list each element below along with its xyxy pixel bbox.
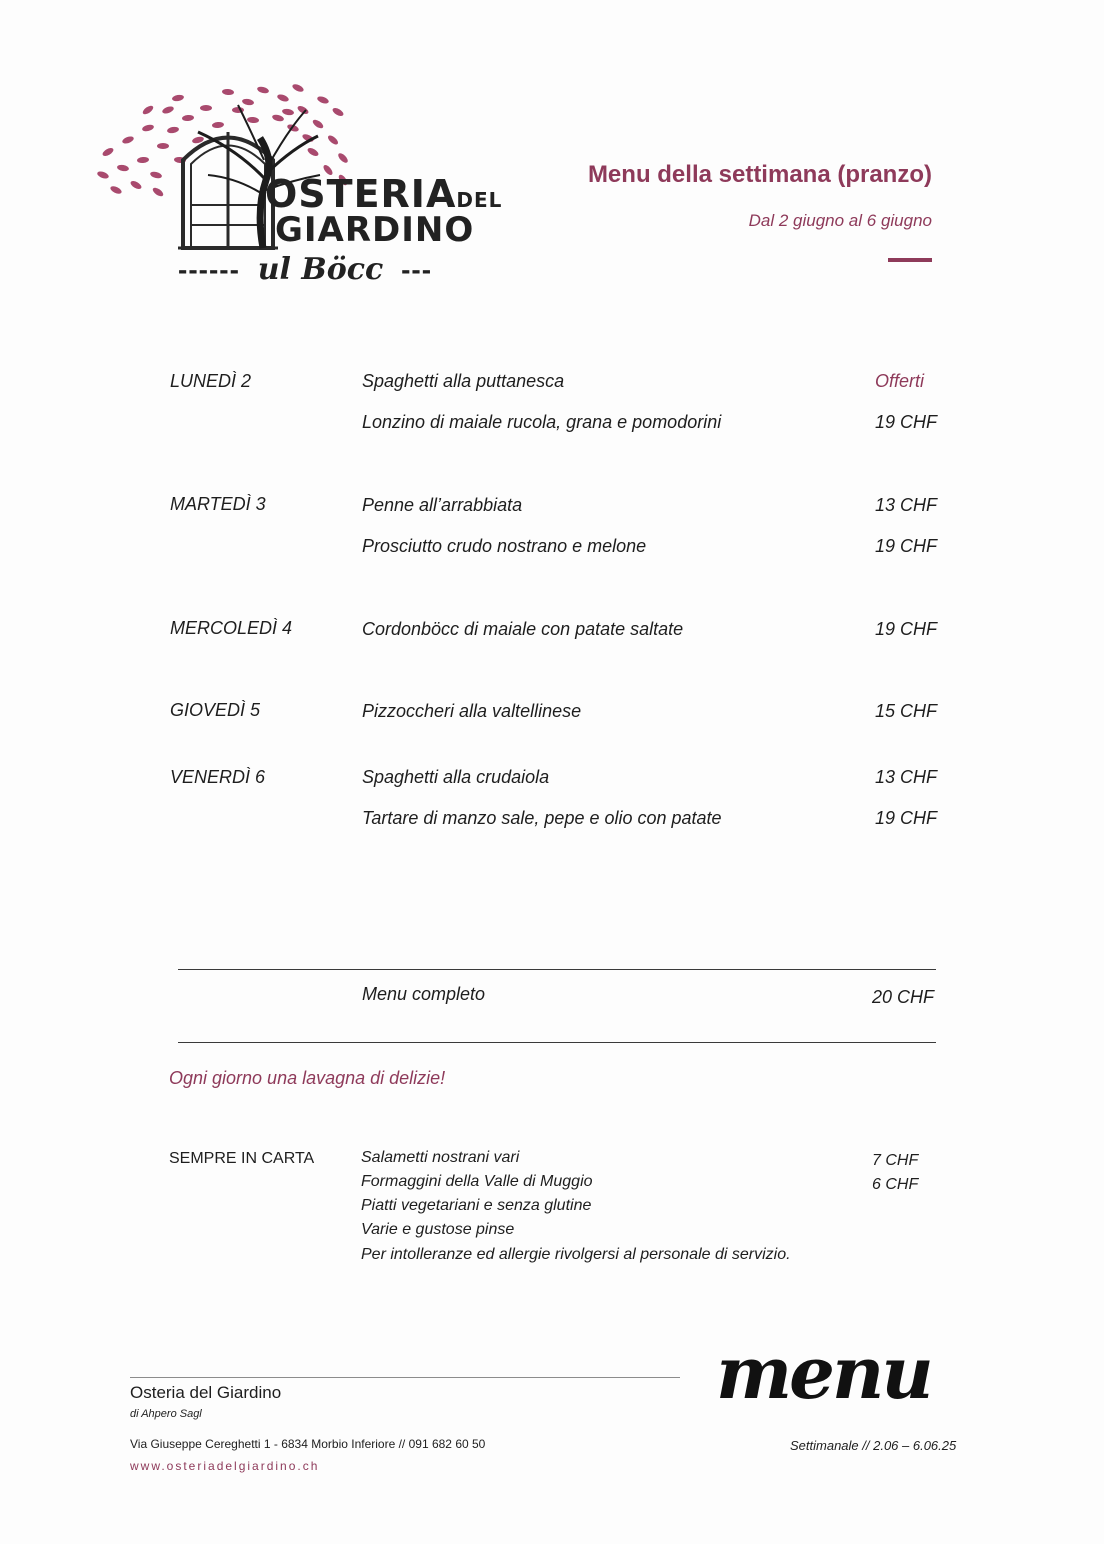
dish-price: Offerti <box>875 371 925 391</box>
always-item: Varie e gustose pinse <box>361 1221 515 1238</box>
leaf-icon <box>326 134 339 146</box>
complete-menu-label: Menu completo <box>362 984 486 1004</box>
always-heading: SEMPRE IN CARTA <box>169 1150 315 1167</box>
dish-price: 19 CHF <box>875 619 938 639</box>
footer-address: Via Giuseppe Cereghetti 1 - 6834 Morbio Inferiore // 091 682 60 50 <box>130 1437 486 1451</box>
leaf-icon <box>151 186 164 198</box>
always-price: 6 CHF <box>872 1176 919 1193</box>
divider-bottom <box>178 1042 936 1043</box>
dish-name: Lonzino di maiale rucola, grana e pomodorini <box>362 412 722 432</box>
complete-menu-price: 20 CHF <box>872 987 935 1007</box>
leaf-icon <box>337 152 350 165</box>
dish-price: 13 CHF <box>875 767 938 787</box>
dish-name: Pizzoccheri alla valtellinese <box>362 701 582 721</box>
leaf-icon <box>247 116 259 123</box>
day-label: LUNEDÌ 2 <box>170 371 252 391</box>
leaf-icon <box>141 124 154 133</box>
dish-price: 19 CHF <box>875 536 938 556</box>
leaf-icon <box>96 170 109 180</box>
always-item: Piatti vegetariani e senza glutine <box>361 1197 592 1214</box>
footer-rule <box>130 1377 680 1378</box>
dish-price: 19 CHF <box>875 412 938 432</box>
leaf-icon <box>117 164 130 172</box>
footer-business-name: Osteria del Giardino <box>130 1383 282 1402</box>
menu-title: Menu della settimana (pranzo) <box>587 161 932 188</box>
leaf-icon <box>311 118 324 130</box>
footer-period: Settimanale // 2.06 – 6.06.25 <box>790 1438 957 1453</box>
leaf-icon <box>331 106 344 117</box>
dish-name: Tartare di manzo sale, pepe e olio con patate <box>362 808 722 828</box>
leaf-icon <box>212 121 224 128</box>
logo-giardino: GIARDINO <box>275 210 475 250</box>
always-item: Formaggini della Valle di Muggio <box>361 1173 593 1190</box>
dish-name: Spaghetti alla crudaiola <box>362 767 550 787</box>
leaf-icon <box>276 93 289 103</box>
menu-script-logo: menu <box>716 1330 931 1415</box>
footer-website: www.osteriadelgiardino.ch <box>130 1459 320 1473</box>
day-label: GIOVEDÌ 5 <box>170 700 261 720</box>
leaf-icon <box>306 146 319 157</box>
leaf-icon <box>242 98 255 106</box>
leaf-icon <box>141 104 154 116</box>
leaf-icon <box>167 126 180 134</box>
dish-name: Spaghetti alla puttanesca <box>362 371 565 391</box>
leaf-icon <box>172 94 185 102</box>
title-accent-rule <box>888 258 932 262</box>
leaf-icon <box>109 185 122 196</box>
menu-dates: Dal 2 giugno al 6 giugno <box>748 211 932 230</box>
day-label: MERCOLEDÌ 4 <box>170 618 293 638</box>
logo-tagline: ------ ul Böcc --- <box>178 252 433 287</box>
dish-name: Prosciutto crudo nostrano e melone <box>362 536 647 556</box>
leaf-icon <box>121 135 134 145</box>
dish-price: 19 CHF <box>875 808 938 828</box>
leaf-icon <box>149 171 162 180</box>
leaf-icon <box>161 105 174 115</box>
leaf-icon <box>200 105 212 111</box>
dish-price: 13 CHF <box>875 495 938 515</box>
always-price: 7 CHF <box>872 1152 919 1169</box>
leaf-icon <box>256 86 269 95</box>
leaf-icon <box>137 156 149 163</box>
day-label: VENERDÌ 6 <box>170 767 266 787</box>
divider-top <box>178 969 936 970</box>
leaf-icon <box>222 88 234 95</box>
leaf-icon <box>129 179 142 190</box>
leaf-icon <box>316 95 329 105</box>
leaf-icon <box>182 114 194 121</box>
daily-note: Ogni giorno una lavagna di delizie! <box>169 1068 446 1088</box>
dish-name: Cordonböcc di maiale con patate saltate <box>362 619 684 639</box>
leaf-icon <box>101 146 114 157</box>
logo-osteria: OSTERIADEL <box>265 172 503 216</box>
leaf-icon <box>271 114 284 123</box>
leaf-icon <box>291 83 304 94</box>
always-item: Salametti nostrani vari <box>361 1149 520 1166</box>
dish-price: 15 CHF <box>875 701 938 721</box>
leaf-icon <box>282 108 295 116</box>
footer-company: di Ahpero Sagl <box>130 1408 202 1420</box>
always-item: Per intolleranze ed allergie rivolgersi al personale di servizio. <box>361 1246 791 1263</box>
leaf-icon <box>157 143 169 149</box>
day-label: MARTEDÌ 3 <box>170 494 266 514</box>
dish-name: Penne all’arrabbiata <box>362 495 523 515</box>
